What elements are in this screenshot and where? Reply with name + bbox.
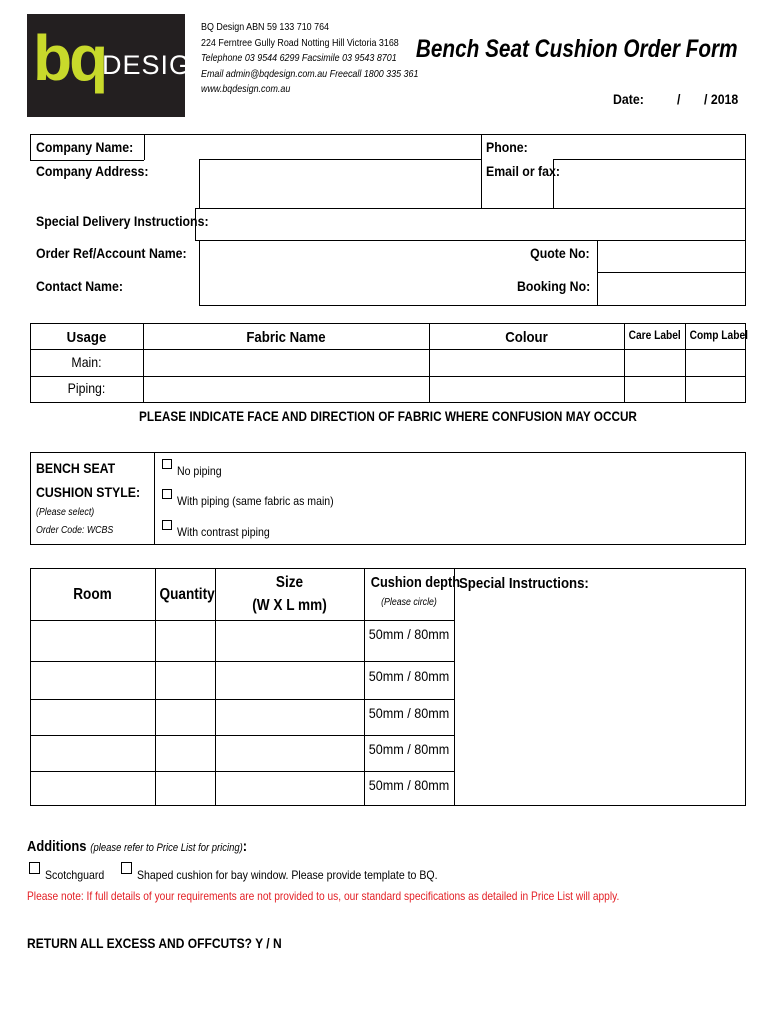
please-select-note: (Please select) — [36, 507, 95, 518]
date-label: Date: — [613, 91, 644, 107]
contrast-piping-label: With contrast piping — [177, 525, 270, 539]
size-header-units: (W X L mm) — [252, 597, 327, 614]
standard-spec-warning: Please note: If full details of your requirements are not provided to us, our standard specifications as detailed in Price List will apply. — [27, 889, 620, 903]
booking-no-label: Booking No: — [516, 278, 590, 294]
date-separator: / — [677, 91, 681, 107]
shaped-cushion-checkbox[interactable] — [121, 862, 132, 874]
delivery-instructions-label: Special Delivery Instructions: — [36, 213, 209, 229]
company-name-label: Company Name: — [36, 139, 134, 155]
cushion-depth-header: Cushion depth — [370, 574, 460, 591]
piping-fabric-name-cell[interactable] — [145, 378, 428, 402]
special-instructions-field[interactable] — [456, 600, 744, 804]
fabric-name-header: Fabric Name — [246, 329, 326, 346]
special-instructions-header: Special Instructions: — [459, 575, 589, 592]
company-details — [201, 20, 418, 98]
phone-field[interactable] — [555, 136, 743, 158]
fabric-direction-notice: PLEASE INDICATE FACE AND DIRECTION OF FABRIC WHERE CONFUSION MAY OCCUR — [139, 408, 637, 424]
care-label-header: Care Label — [628, 328, 681, 342]
email-fax-field[interactable] — [555, 161, 743, 207]
company-address: 224 Ferntree Gully Road Notting Hill Victoria 3168 — [201, 36, 399, 49]
date-year: / 2018 — [704, 91, 739, 107]
quantity-header: Quantity — [159, 586, 215, 603]
quote-no-label: Quote No: — [530, 245, 590, 261]
colour-header: Colour — [505, 329, 548, 346]
company-email: Email admin@bqdesign.com.au Freecall 1800 335 361 — [201, 67, 419, 80]
no-piping-checkbox[interactable] — [162, 459, 172, 469]
size-header: Size — [275, 574, 304, 591]
with-piping-checkbox[interactable] — [162, 489, 172, 499]
cushion-depth-option[interactable]: 50mm / 80mm — [368, 705, 450, 721]
usage-header: Usage — [66, 329, 107, 346]
company-address-field[interactable] — [201, 161, 479, 207]
main-colour-cell[interactable] — [431, 351, 623, 375]
main-row-label: Main: — [71, 354, 102, 370]
order-ref-label: Order Ref/Account Name: — [36, 245, 187, 261]
cushion-style-title-1: BENCH SEAT — [36, 460, 116, 476]
cushion-depth-option[interactable]: 50mm / 80mm — [368, 626, 450, 642]
cushion-depth-option[interactable]: 50mm / 80mm — [368, 668, 450, 684]
form-title: Bench Seat Cushion Order Form — [416, 35, 738, 63]
order-code: Order Code: WCBS — [36, 525, 114, 536]
company-website[interactable]: www.bqdesign.com.au — [201, 83, 291, 95]
room-header: Room — [73, 586, 112, 603]
contact-name-label: Contact Name: — [36, 278, 123, 294]
contrast-piping-checkbox[interactable] — [162, 520, 172, 530]
return-offcuts-question: RETURN ALL EXCESS AND OFFCUTS? Y / N — [27, 935, 282, 951]
company-abn: BQ Design ABN 59 133 710 764 — [201, 21, 330, 33]
scotchguard-label: Scotchguard — [45, 868, 105, 882]
company-address-label: Company Address: — [36, 163, 149, 179]
quote-no-field[interactable] — [599, 242, 743, 271]
additions-note: (please refer to Price List for pricing) — [90, 842, 243, 854]
comp-label-header: Comp Label — [689, 328, 748, 342]
scotchguard-checkbox[interactable] — [29, 862, 40, 874]
email-fax-label: Email or fax: — [486, 163, 560, 179]
phone-label: Phone: — [486, 139, 528, 155]
company-phone: Telephone 03 9544 6299 Facsimile 03 9543 8701 — [201, 52, 397, 64]
company-name-field[interactable] — [146, 136, 479, 158]
delivery-instructions-field[interactable] — [197, 210, 743, 239]
logo-bq: bq — [33, 22, 106, 94]
piping-row-label: Piping: — [67, 380, 106, 396]
booking-no-field[interactable] — [599, 274, 743, 304]
additions-title: Additions — [27, 838, 87, 855]
piping-colour-cell[interactable] — [431, 378, 623, 402]
no-piping-label: No piping — [177, 464, 222, 478]
additions-colon: : — [242, 838, 248, 855]
cushion-depth-subheader: (Please circle) — [381, 597, 437, 608]
with-piping-label: With piping (same fabric as main) — [177, 494, 334, 508]
company-logo — [27, 14, 212, 117]
main-fabric-name-cell[interactable] — [145, 351, 428, 375]
logo-design: DESIGN — [102, 50, 212, 80]
cushion-depth-option[interactable]: 50mm / 80mm — [368, 777, 450, 793]
cushion-depth-option[interactable]: 50mm / 80mm — [368, 741, 450, 757]
cushion-style-title-2: CUSHION STYLE: — [36, 484, 141, 500]
additions-heading — [27, 838, 247, 856]
shaped-cushion-label: Shaped cushion for bay window. Please provide template to BQ. — [137, 868, 438, 882]
